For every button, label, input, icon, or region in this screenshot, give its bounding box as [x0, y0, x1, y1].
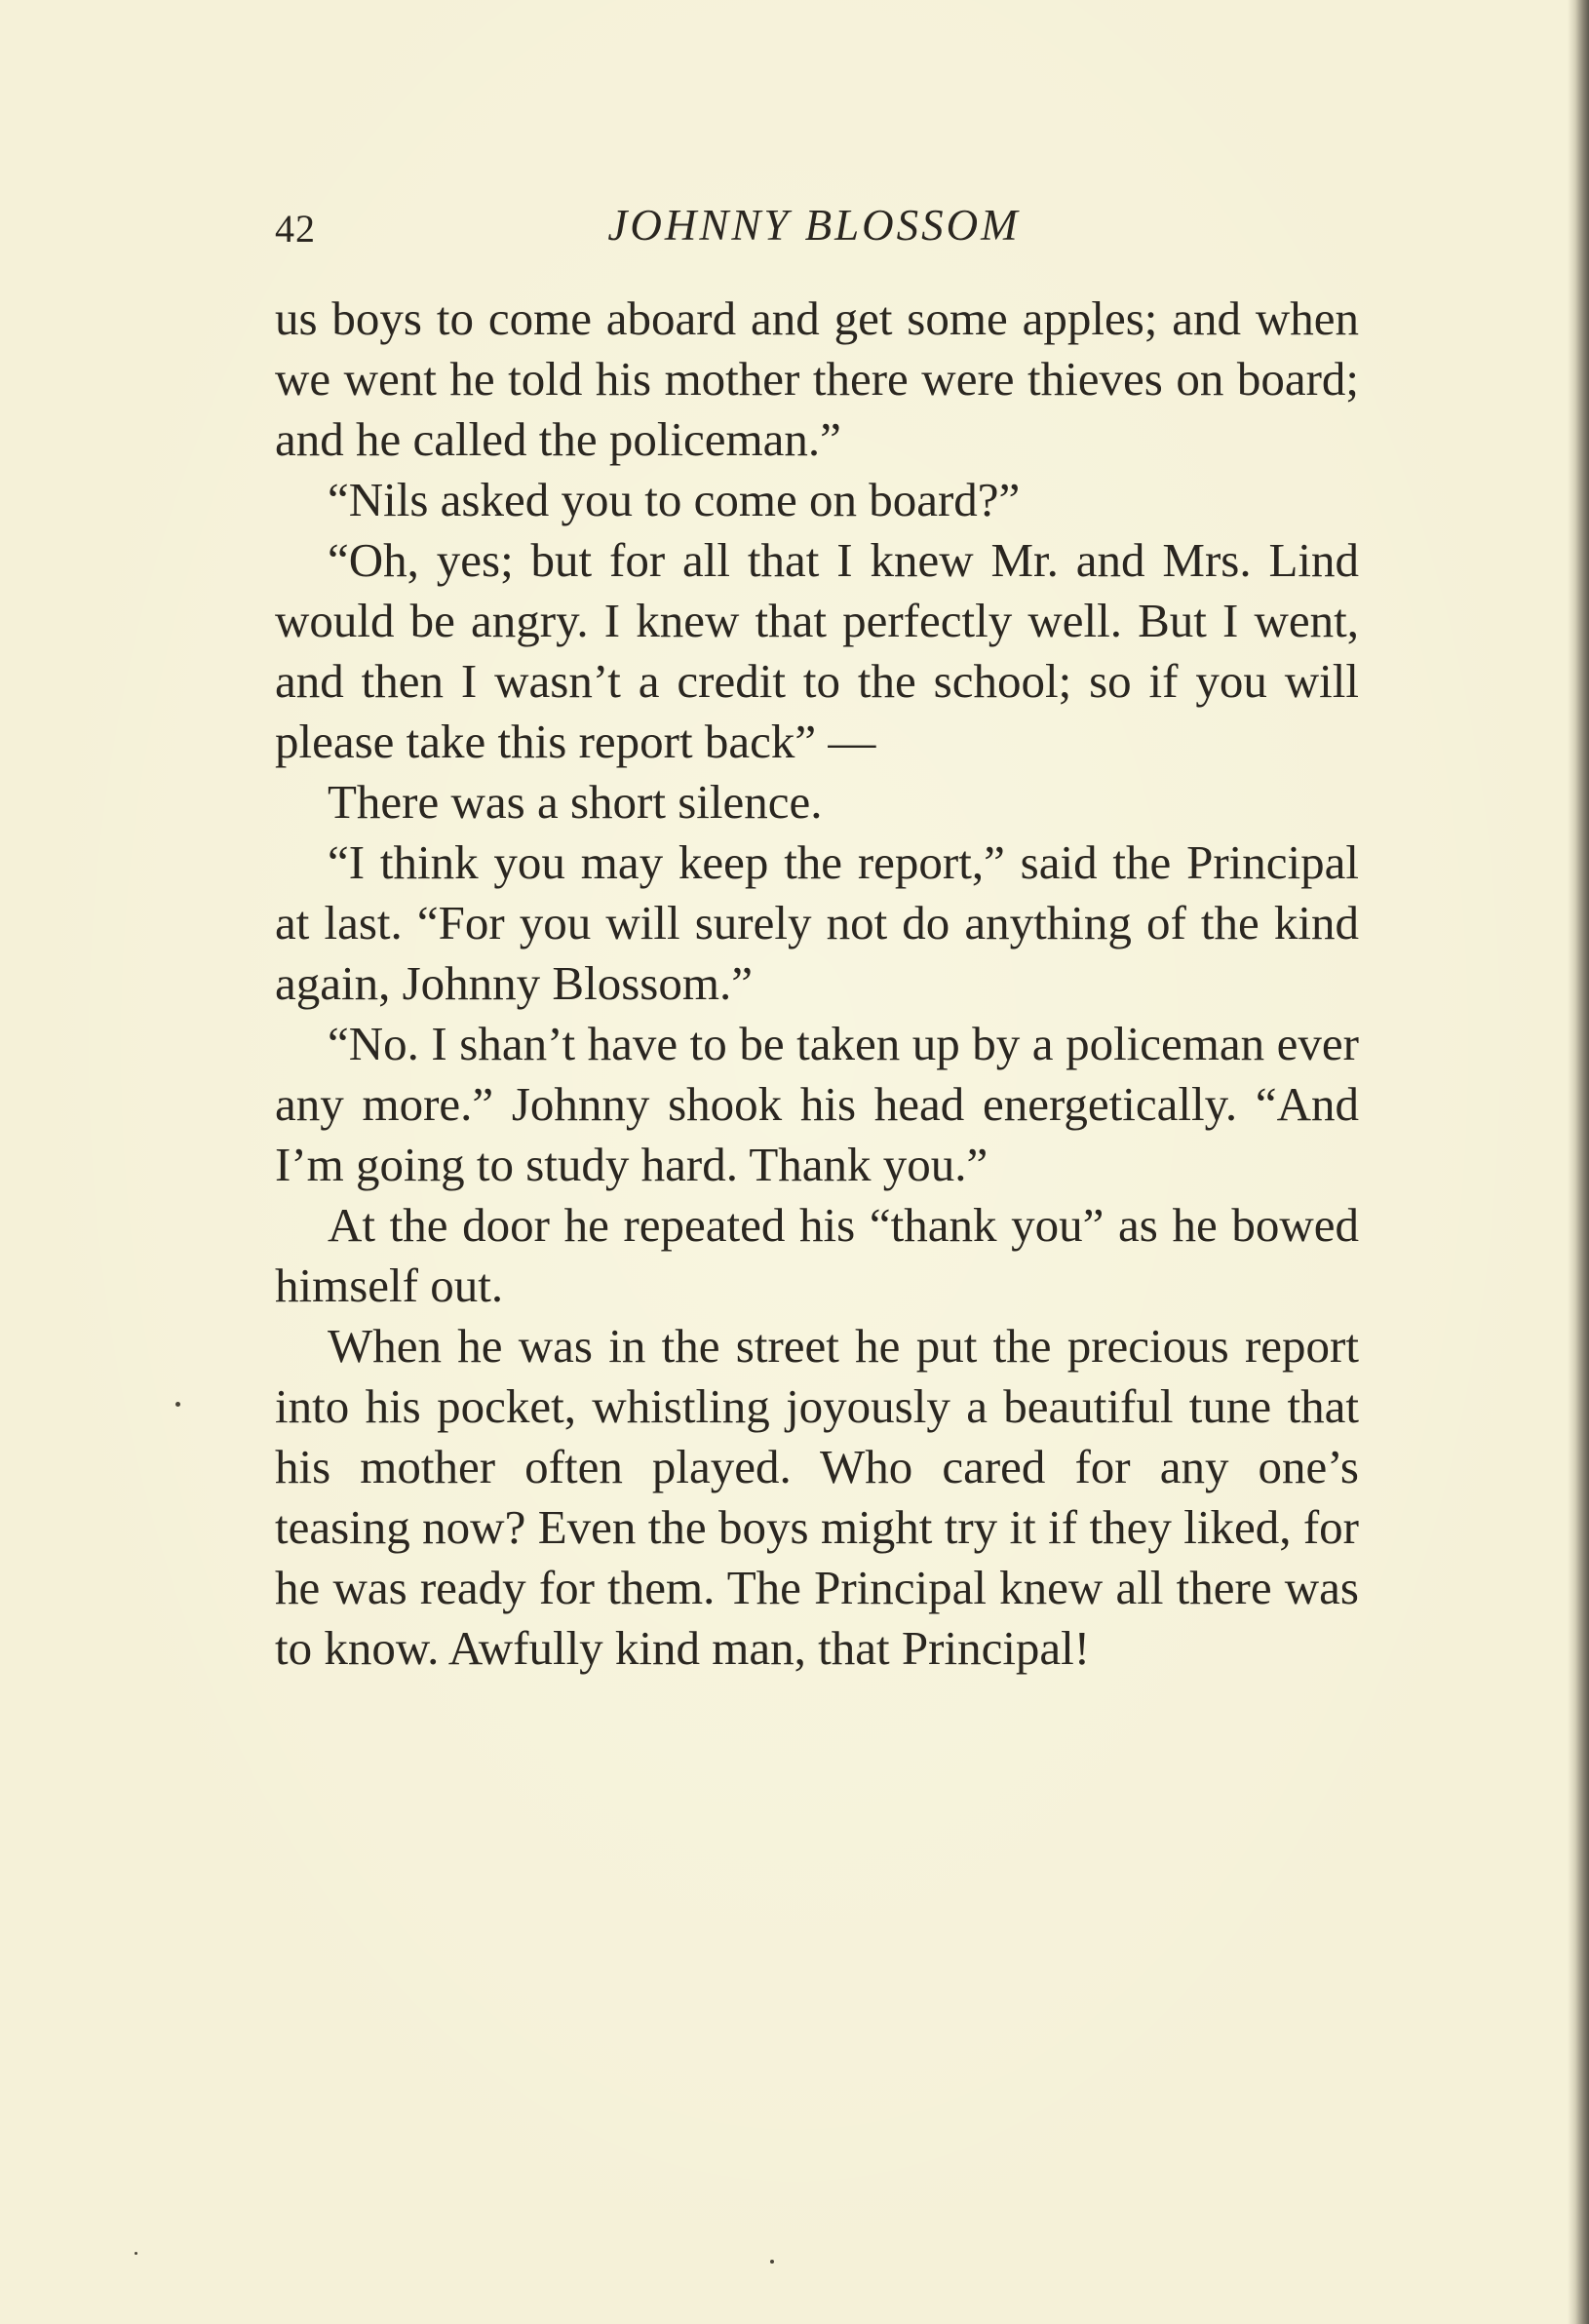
running-head: JOHNNY BLOSSOM: [607, 201, 1021, 250]
page-edge-shadow: [1568, 0, 1589, 2324]
paragraph: us boys to come aboard and get some apples; and when we went he told his mother there were thieves on board; and he called the policeman.”: [275, 291, 1359, 466]
paper-speck: [770, 2260, 774, 2264]
paragraph: There was a short silence.: [328, 775, 823, 829]
page-header: [275, 200, 1359, 258]
paper-speck: [175, 1402, 180, 1407]
paragraph: “I think you may keep the report,” said the Principal at last. “For you will surely not do anything of the kind again, Johnny Blossom.”: [275, 835, 1359, 1010]
paragraph: “Nils asked you to come on board?”: [328, 473, 1021, 526]
paragraph: “Oh, yes; but for all that I knew Mr. and Mrs. Lind would be angry. I knew that perfectly well. But I went, and then I wasn’t a credit to the school; so if you will please take this report back” —: [275, 533, 1359, 768]
paragraph: “No. I shan’t have to be taken up by a policeman ever any more.” Johnny shook his head energetically. “And I’m going to study hard. Thank you.”: [275, 1017, 1359, 1191]
paper-speck: [135, 2252, 137, 2255]
paragraph: When he was in the street he put the precious report into his pocket, whistling joyously a beautiful tune that his mother often played. Who cared for any one’s teasing now? Even the boys might try it if they liked, for he was ready for them. The Principal knew all there was to know. Awfully kind man, that Principal!: [275, 1319, 1359, 1675]
paragraph: At the door he repeated his “thank you” as he bowed himself out.: [275, 1198, 1359, 1312]
body-text: [275, 289, 1359, 1679]
page-number: 42: [275, 207, 316, 251]
